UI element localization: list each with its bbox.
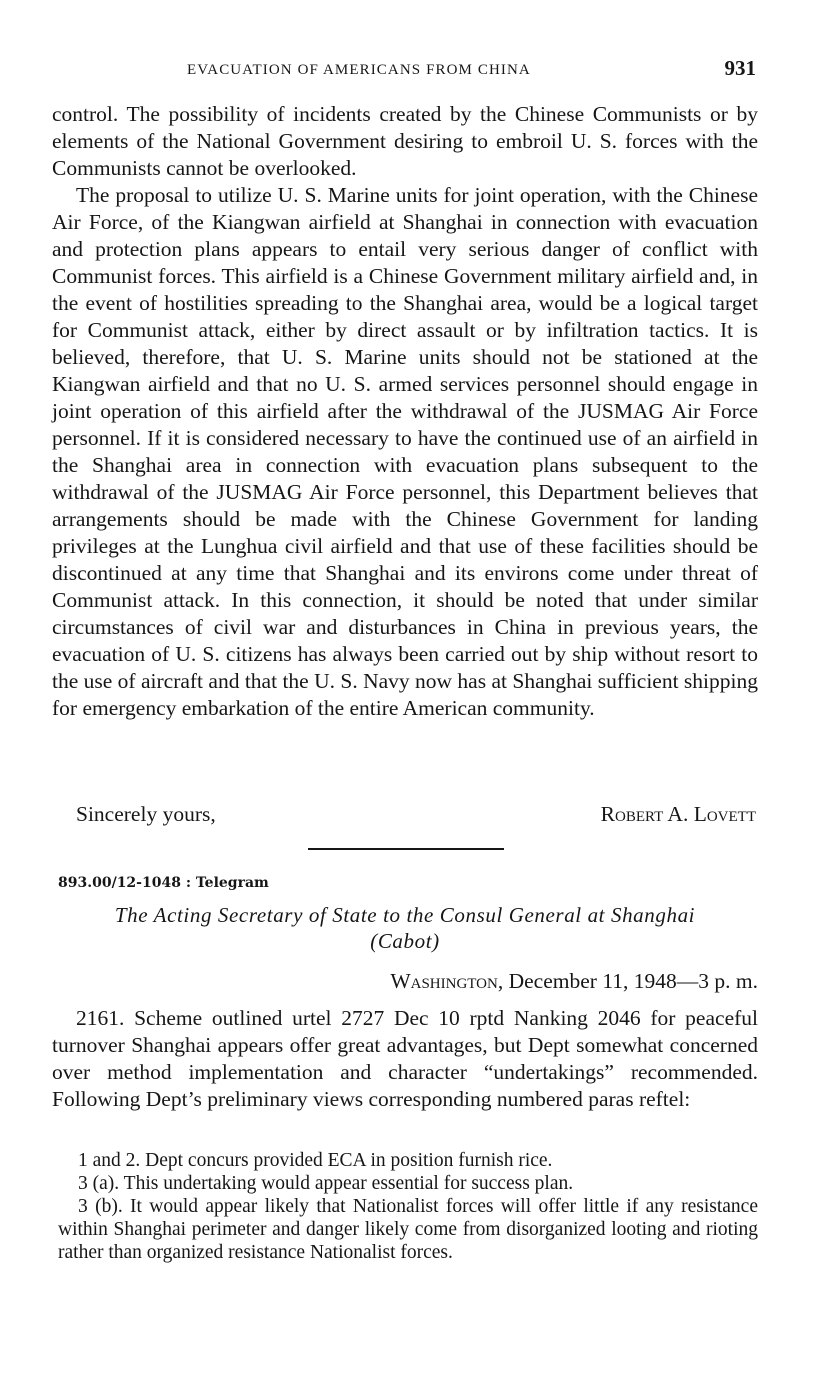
letter-closing — [52, 801, 758, 828]
dateline-date: December 11, 1948—3 p. m. — [508, 969, 758, 993]
telegram-body — [52, 1005, 758, 1113]
document-title — [52, 902, 758, 954]
telegram-items — [58, 1149, 758, 1264]
dateline — [390, 968, 758, 995]
section-divider — [308, 848, 504, 850]
telegram-item: 1 and 2. Dept concurs provided ECA in position furnish rice. — [78, 1150, 553, 1171]
page-header — [52, 56, 758, 86]
signature: Robert A. Lovett — [600, 802, 756, 826]
complimentary-close: Sincerely yours, — [76, 802, 216, 826]
telegram-item: 3 (b). It would appear likely that Nationalist forces will offer little if any resistance within Shanghai perimeter and danger likely come from disorganized looting and rioting rather than organized resistance Nationalist forces. — [58, 1196, 758, 1263]
page-number: 931 — [724, 56, 756, 80]
letter-paragraph: control. The possibility of incidents created by the Chinese Communists or by elements of the National Government desiring to embroil U. S. forces with the Communists cannot be overlooked. — [52, 102, 758, 180]
document-title-line: The Acting Secretary of State to the Consul General at Shanghai — [114, 903, 696, 927]
document-title-line: (Cabot) — [370, 929, 440, 953]
letter-body — [52, 101, 758, 722]
telegram-item: 3 (a). This undertaking would appear essential for success plan. — [78, 1173, 574, 1194]
letter-paragraph: The proposal to utilize U. S. Marine units for joint operation, with the Chinese Air Force, of the Kiangwan airfield at Shanghai in connection with evacuation and protection plans appears to entail very serious danger of conflict with Communist forces. This airfield is a Chinese Government military airfield and, in the event of hostilities spreading to the Shanghai area, would be a logical target for Communist attack, either by direct assault or by infiltration tactics. It is believed, therefore, that U. S. Marine units should not be stationed at the Kiangwan airfield and that no U. S. armed services personnel should engage in joint operation of this airfield after the withdrawal of the JUSMAG Air Force personnel. If it is considered necessary to have the continued use of an airfield in the Shanghai area in connection with evacuation plans subsequent to the withdrawal of the JUSMAG Air Force personnel, this Department believes that arrangements should be made with the Chinese Government for landing privileges at the Lunghua civil airfield and that use of these facilities should be discontinued at any time that Shanghai and its environs come under threat of Communist attack. In this connection, it should be noted that under similar circumstances of civil war and disturbances in China in previous years, the evacuation of U. S. citizens has always been carried out by ship without resort to the use of aircraft and that the U. S. Navy now has at Shanghai sufficient shipping for emergency embarkation of the entire American community. — [52, 183, 758, 720]
document-reference: 893.00/12-1048 : Telegram — [58, 875, 269, 891]
telegram-paragraph: 2161. Scheme outlined urtel 2727 Dec 10 rptd Nanking 2046 for peaceful turnover Shanghai appears offer great advantages, but Dept somewhat concerned over method implementation and character “undertakings” recommended. Following Dept’s preliminary views corresponding numbered paras reftel: — [52, 1006, 758, 1111]
running-title: EVACUATION OF AMERICANS FROM CHINA — [187, 62, 531, 78]
dateline-place: Washington, — [390, 969, 504, 993]
